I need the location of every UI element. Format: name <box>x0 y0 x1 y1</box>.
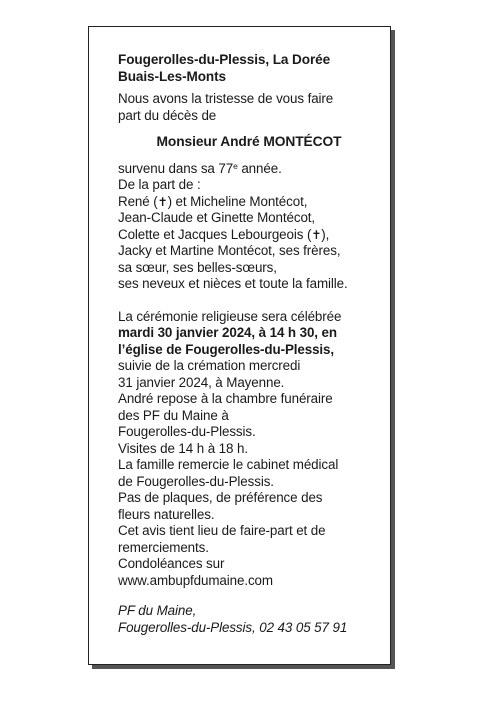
age-line <box>118 161 380 178</box>
ceremony-line-7: des PF du Maine à <box>118 407 229 423</box>
signature-line-1: PF du Maine, <box>118 603 197 618</box>
family-line-3-b: ), <box>321 226 330 242</box>
family-intro: De la part de : <box>118 177 201 192</box>
family-line-1-a: René ( <box>118 193 158 209</box>
spacer <box>118 589 380 603</box>
signature-line-2: Fougerolles-du-Plessis, 02 43 05 57 91 <box>118 619 348 635</box>
notice-content <box>118 51 380 636</box>
ceremony-line-1: La cérémonie religieuse sera célébrée <box>118 308 342 324</box>
signature <box>118 603 380 636</box>
header-line-2: Buais-Les-Monts <box>118 69 227 84</box>
ceremony-line-4: suivie de la crémation mercredi <box>118 358 301 373</box>
notice-header <box>118 51 380 85</box>
ceremony-line-10: La famille remercie le cabinet médical <box>118 457 339 472</box>
intro-text <box>118 91 380 124</box>
ceremony-line-12: Pas de plaques, de préférence des <box>118 490 323 505</box>
family-line-1 <box>118 194 380 211</box>
family-line-3 <box>118 227 380 244</box>
cross-icon: ✝ <box>157 194 168 209</box>
ceremony-line-8: Fougerolles-du-Plessis. <box>118 424 256 439</box>
ordinal-suffix: e <box>233 160 238 171</box>
visiting-hours: Visites de 14 h à 18 h. <box>118 440 248 456</box>
obituary-notice <box>88 26 391 665</box>
ceremony-line-14: Cet avis tient lieu de faire-part et de <box>118 523 326 538</box>
intro-line-2: part du décès de <box>118 107 217 123</box>
ceremony-line-5: 31 janvier 2024, à Mayenne. <box>118 374 285 390</box>
family-line-3-a: Colette et Jacques Lebourgeois ( <box>118 226 312 242</box>
ceremony-line-6: André repose à la chambre funéraire <box>118 391 333 406</box>
family-line-6: ses neveux et nièces et toute la famille. <box>118 276 348 291</box>
cross-icon: ✝ <box>311 227 322 242</box>
spacer <box>118 293 380 309</box>
family-line-2: Jean-Claude et Ginette Montécot, <box>118 210 316 225</box>
condolences-label: Condoléances sur <box>118 556 225 571</box>
family-line-1-b: ) et Micheline Montécot, <box>167 193 308 209</box>
ceremony-line-15: remerciements. <box>118 539 209 555</box>
ceremony-date: mardi 30 janvier 2024, à 14 h 30, en <box>118 325 337 340</box>
age-text: survenu dans sa 77 <box>118 160 234 176</box>
intro-line-1: Nous avons la tristesse de vous faire <box>118 91 334 106</box>
age-text-end: année. <box>237 160 282 176</box>
ceremony-line-11: de Fougerolles-du-Plessis. <box>118 473 274 489</box>
header-line-1: Fougerolles-du-Plessis, La Dorée <box>118 52 331 67</box>
condolences-website: www.ambupfdumaine.com <box>118 572 273 588</box>
family-line-5: sa sœur, ses belles-sœurs, <box>118 259 277 275</box>
ceremony-place: l’église de Fougerolles-du-Plessis, <box>118 341 335 357</box>
ceremony-line-13: fleurs naturelles. <box>118 506 215 522</box>
family-line-4: Jacky et Martine Montécot, ses frères, <box>118 243 341 258</box>
deceased-name: Monsieur André MONTÉCOT <box>156 134 342 149</box>
